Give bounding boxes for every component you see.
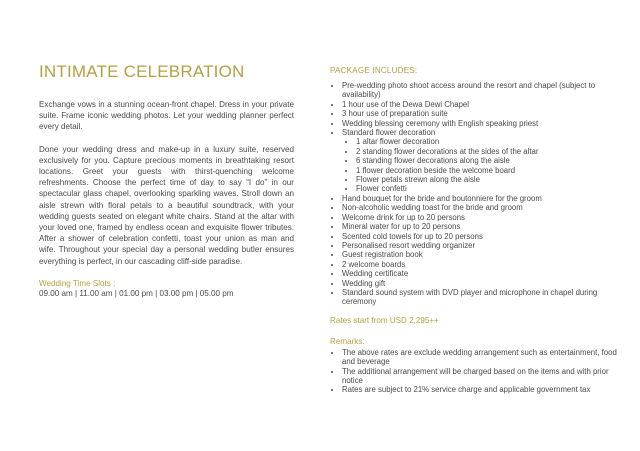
time-slots: 09.00 am | 11.00 am | 01.00 pm | 03.00 pm | 05.00 pm: [39, 288, 234, 298]
list-item: • 2 standing flower decorations at the sides of the altar: [356, 147, 622, 156]
list-item: • Standard sound system with DVD player and microphone in chapel during ceremony: [342, 288, 622, 307]
list-item: • Non-alcoholic wedding toast for the bride and groom: [342, 203, 622, 212]
list-item: • Mineral water for up to 20 persons: [342, 222, 622, 231]
list-item: [342, 128, 622, 194]
list-item: • Flower petals strewn along the aisle: [356, 175, 622, 184]
package-title: PACKAGE INCLUDES:: [330, 66, 418, 75]
list-item: • Wedding gift: [342, 279, 622, 288]
list-item: • 2 welcome boards: [342, 260, 622, 269]
flower-decoration-label: Standard flower decoration: [342, 128, 436, 138]
rates-text: Rates start from USD 2,295++: [330, 315, 439, 325]
list-item: • Welcome drink for up to 20 persons: [342, 213, 622, 222]
list-item: • 1 hour use of the Dewa Dewi Chapel: [342, 100, 622, 109]
list-item: • 1 flower decoration beside the welcome board: [356, 166, 622, 175]
list-item: • 1 altar flower decoration: [356, 137, 622, 146]
right-column: [330, 66, 622, 395]
package-list: [330, 81, 622, 307]
intro-paragraph: Exchange vows in a stunning ocean-front chapel. Dress in your private suite. Frame iconic wedding photos. Let your wedding planner perfect every detail.: [39, 100, 294, 132]
page-title: INTIMATE CELEBRATION: [39, 62, 245, 81]
list-item: • Rates are subject to 21% service charge and applicable government tax: [342, 385, 622, 394]
list-item: • Wedding certificate: [342, 269, 622, 278]
list-item: • Personalised resort wedding organizer: [342, 241, 622, 250]
remarks-list: [330, 348, 622, 395]
list-item: • The above rates are exclude wedding arrangement such as entertainment, food and beverage: [342, 348, 622, 367]
list-item: • Flower confetti: [356, 184, 622, 193]
list-item: • Pre-wedding photo shoot access around the resort and chapel (subject to availability): [342, 81, 622, 100]
list-item: • Hand bouquet for the bride and boutonniere for the groom: [342, 194, 622, 203]
remarks-title: Remarks:: [330, 336, 365, 346]
list-item: • Scented cold towels for up to 20 persons: [342, 232, 622, 241]
left-column: [39, 62, 294, 298]
flower-decoration-list: [342, 137, 622, 193]
list-item: • 6 standing flower decorations along the aisle: [356, 156, 622, 165]
list-item: • 3 hour use of preparation suite: [342, 109, 622, 118]
list-item: • The additional arrangement will be charged based on the items and with prior notice: [342, 367, 622, 386]
description-paragraph: Done your wedding dress and make-up in a luxury suite, reserved exclusively for you. Capture precious moments in breathtaking resort locations. Greet your guests with thirst-quenching welcome refreshments. Choose the perfect time of day to say “I do” in our spectacular glass chapel, overlooking sparkling waves. Stroll down an aisle strewn with floral petals to a beautiful soundtrack, with your wedding guests seated on elegant white chairs. Stand at the altar with your loved one, framed by endless ocean and exquisite flower tributes. After a shower of celebration confetti, toast your union as man and wife. Throughout your special day a personal wedding butler ensures everything is perfect, in our cascading cliff-side paradise.: [39, 144, 294, 266]
time-slots-label: Wedding Time Slots :: [39, 278, 116, 288]
list-item: • Wedding blessing ceremony with English speaking priest: [342, 119, 622, 128]
list-item: • Guest registration book: [342, 250, 622, 259]
